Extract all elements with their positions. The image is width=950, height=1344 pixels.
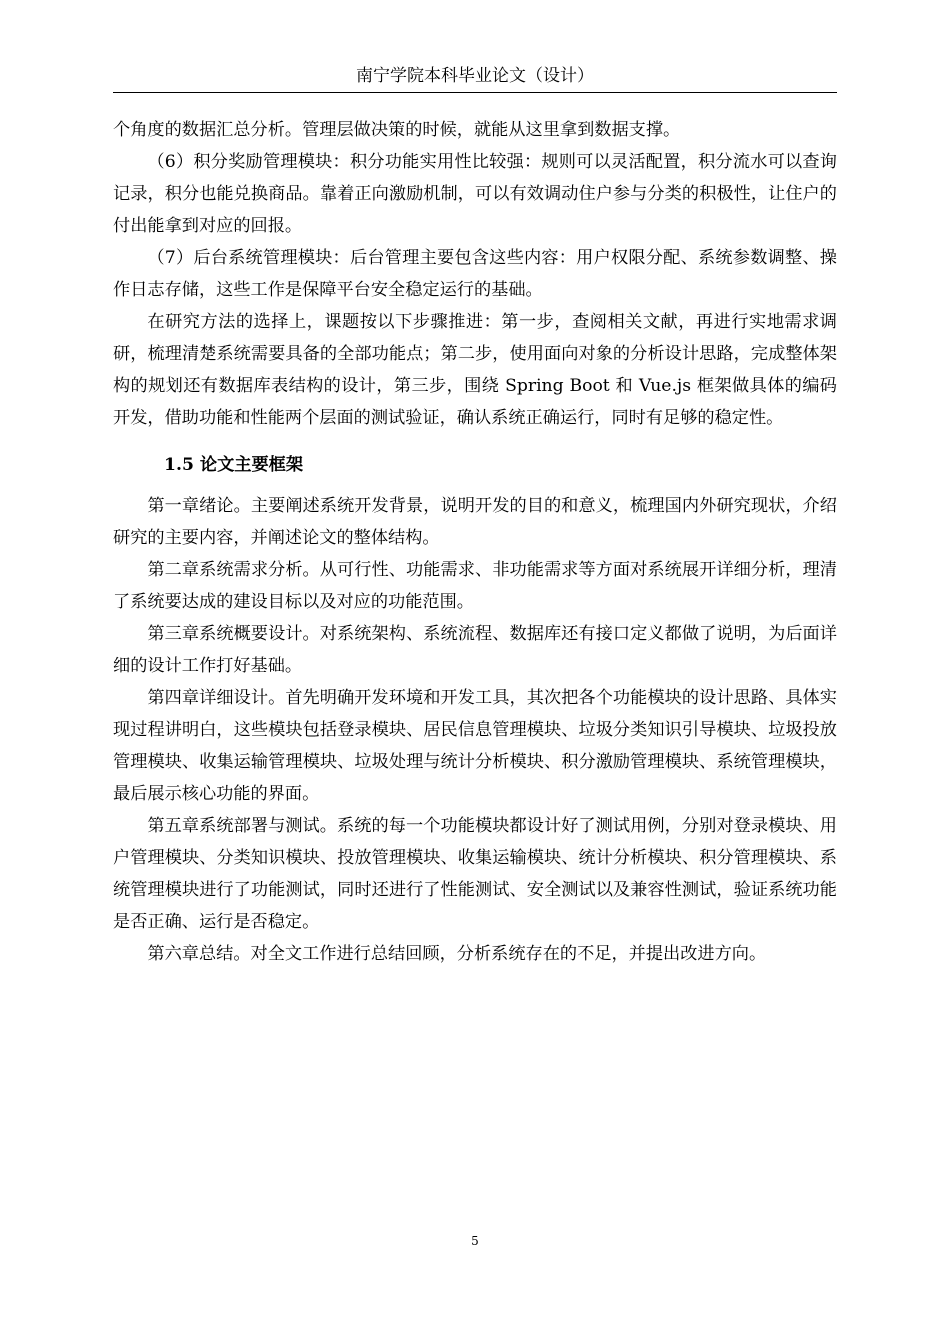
paragraph-chapter-3: 第三章系统概要设计。对系统架构、系统流程、数据库还有接口定义都做了说明，为后面详细的设计工作打好基础。 — [113, 624, 837, 676]
paragraph-chapter-4: 第四章详细设计。首先明确开发环境和开发工具，其次把各个功能模块的设计思路、具体实现过程讲明白，这些模块包括登录模块、居民信息管理模块、垃圾分类知识引导模块、垃圾投放管理模块、收集运输管理模块、垃圾处理与统计分析模块、积分激励管理模块、系统管理模块，最后展示核心功能的界面。 — [113, 688, 837, 804]
running-header: 南宁学院本科毕业论文（设计） — [356, 66, 594, 86]
paragraph-chapter-1: 第一章绪论。主要阐述系统开发背景，说明开发的目的和意义，梳理国内外研究现状，介绍研究的主要内容，并阐述论文的整体结构。 — [113, 496, 837, 548]
paragraph-chapter-2: 第二章系统需求分析。从可行性、功能需求、非功能需求等方面对系统展开详细分析，理清了系统要达成的建设目标以及对应的功能范围。 — [113, 560, 837, 612]
section-heading: 1.5 论文主要框架 — [164, 455, 304, 475]
page-number: 5 — [471, 1234, 479, 1248]
body-text — [113, 114, 837, 970]
paragraph-module-7: （7）后台系统管理模块：后台管理主要包含这些内容：用户权限分配、系统参数调整、操作日志存储，这些工作是保障平台安全稳定运行的基础。 — [113, 248, 837, 300]
paragraph-chapter-5: 第五章系统部署与测试。系统的每一个功能模块都设计好了测试用例，分别对登录模块、用户管理模块、分类知识模块、投放管理模块、收集运输模块、统计分析模块、积分管理模块、系统管理模块进行了功能测试，同时还进行了性能测试、安全测试以及兼容性测试，验证系统功能是否正确、运行是否稳定。 — [113, 816, 837, 932]
paragraph-module-6: （6）积分奖励管理模块：积分功能实用性比较强：规则可以灵活配置，积分流水可以查询记录，积分也能兑换商品。靠着正向激励机制，可以有效调动住户参与分类的积极性，让住户的付出能拿到对应的回报。 — [113, 152, 837, 236]
paragraph-continued: 个角度的数据汇总分析。管理层做决策的时候，就能从这里拿到数据支撑。 — [113, 120, 681, 140]
paragraph-chapter-6: 第六章总结。对全文工作进行总结回顾，分析系统存在的不足，并提出改进方向。 — [147, 944, 767, 964]
header-rule — [113, 92, 837, 93]
paragraph-research-method: 在研究方法的选择上，课题按以下步骤推进：第一步，查阅相关文献，再进行实地需求调研，梳理清楚系统需要具备的全部功能点；第二步，使用面向对象的分析设计思路，完成整体架构的规划还有数据库表结构的设计，第三步，围绕 Spring Boot 和 Vue.js 框架做具体的编码开发，借助功能和性能两个层面的测试验证，确认系统正确运行，同时有足够的稳定性。 — [113, 312, 837, 428]
